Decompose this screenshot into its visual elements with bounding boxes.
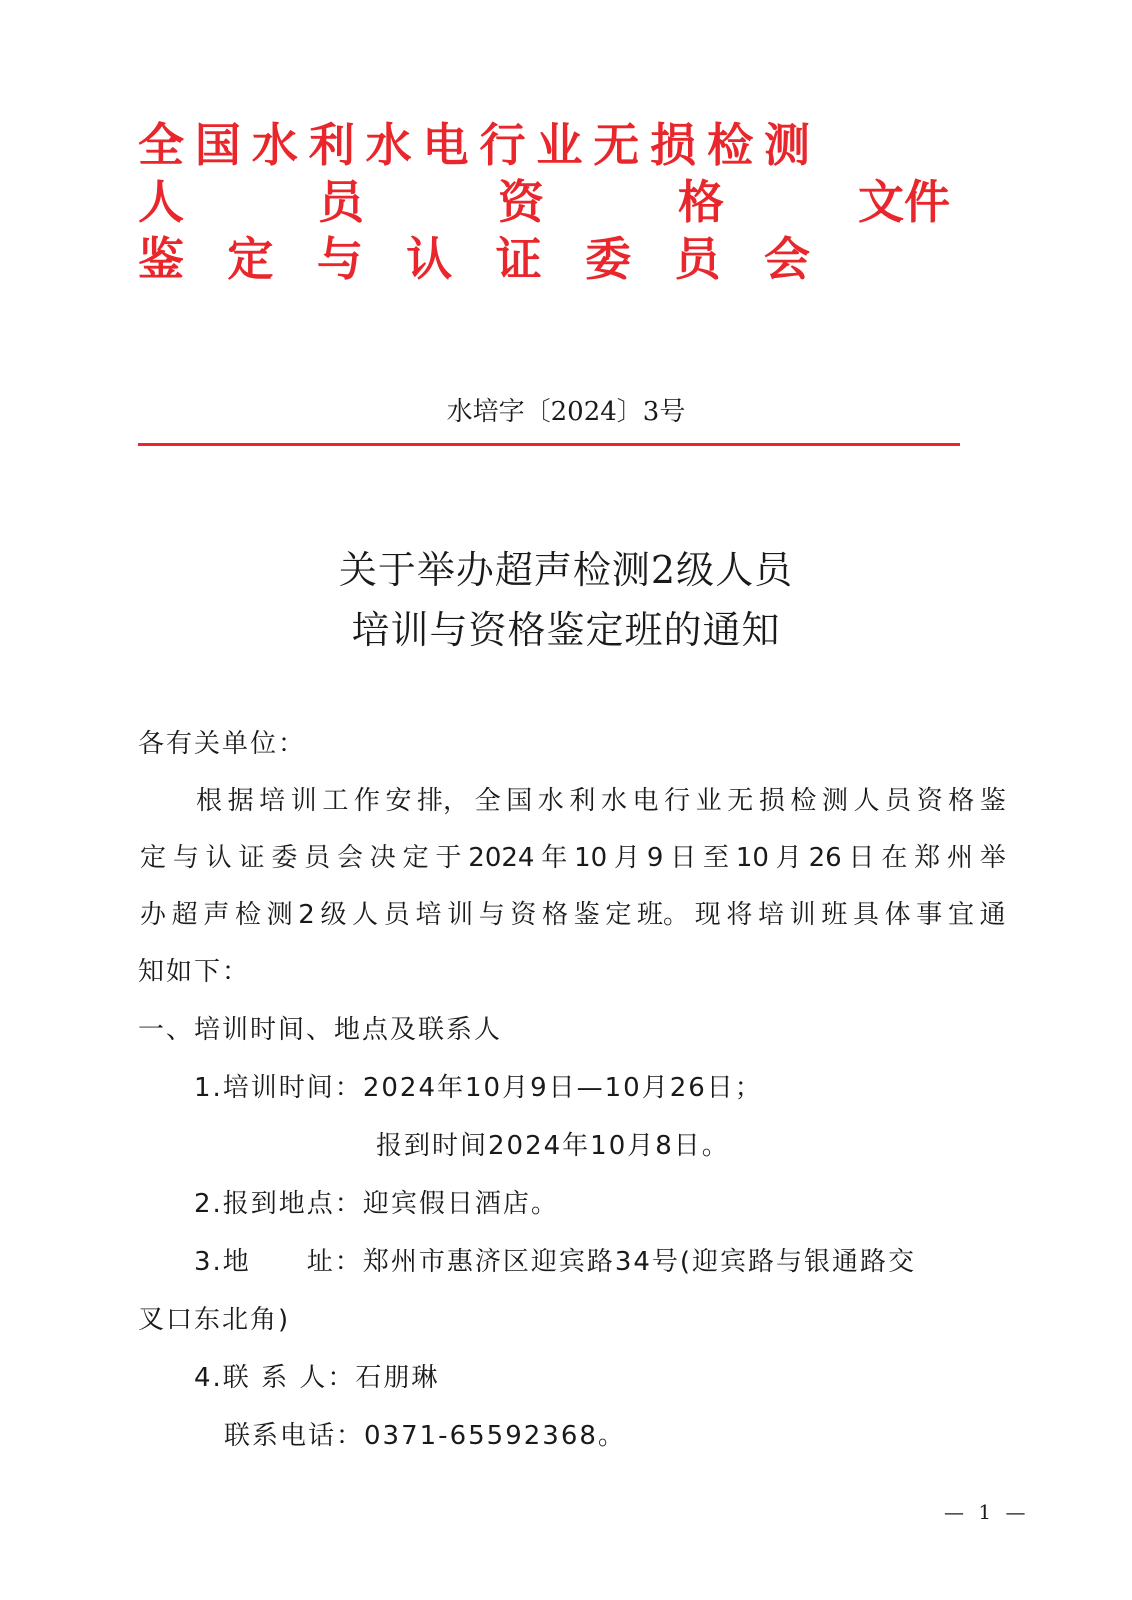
intro-token-10: 训 bbox=[447, 900, 474, 930]
intro-token-2: 培 bbox=[259, 786, 286, 816]
document-number: 水培字〔2024〕3号 bbox=[446, 397, 686, 427]
intro-token-6: 级 bbox=[320, 900, 347, 930]
letterhead-char-2: 与 bbox=[316, 232, 363, 286]
intro-token-16: 无 bbox=[727, 786, 754, 816]
notice-title-line-2: 培训与资格鉴定班的通知 bbox=[351, 608, 781, 652]
intro-token-8: 定 bbox=[402, 843, 429, 873]
intro-token-3: 证 bbox=[238, 843, 265, 873]
intro-token-21: 班 bbox=[821, 900, 848, 930]
intro-token-21: 在 bbox=[881, 843, 908, 873]
intro-token-4: 委 bbox=[271, 843, 298, 873]
intro-token-8: 员 bbox=[383, 900, 410, 930]
intro-token-16: 班。 bbox=[637, 900, 690, 930]
letterhead-char-2: 资 bbox=[498, 175, 544, 229]
intro-token-11: 利 bbox=[569, 786, 596, 816]
intro-line-3 bbox=[140, 900, 1010, 930]
intro-line-1 bbox=[140, 786, 1006, 816]
letterhead-char-1: 国 bbox=[194, 118, 241, 172]
intro-token-7: 决 bbox=[369, 843, 396, 873]
intro-line-4: 知如下： bbox=[138, 957, 251, 987]
contact-person-label: 4.联 系 人： bbox=[194, 1363, 356, 1393]
intro-token-23: 州 bbox=[946, 843, 973, 873]
address-row bbox=[194, 1247, 1064, 1277]
letterhead-char-9: 损 bbox=[650, 118, 697, 172]
intro-token-9: 国 bbox=[506, 786, 533, 816]
contact-phone-row bbox=[224, 1421, 1094, 1451]
salutation: 各有关单位： bbox=[138, 729, 307, 759]
letterhead-char-1: 员 bbox=[318, 175, 364, 229]
intro-token-13: 月 bbox=[614, 843, 641, 873]
training-time-label: 1.培训时间： bbox=[194, 1073, 363, 1103]
intro-token-26: 通 bbox=[979, 900, 1006, 930]
training-time-row bbox=[194, 1073, 1064, 1103]
intro-token-15: 业 bbox=[695, 786, 722, 816]
intro-token-19: 26 bbox=[808, 843, 842, 873]
intro-token-14: 鉴 bbox=[573, 900, 600, 930]
letterhead-char-0: 人 bbox=[138, 175, 184, 229]
letterhead-char-4: 证 bbox=[495, 232, 542, 286]
intro-token-0: 根 bbox=[196, 786, 223, 816]
letterhead-char-0: 鉴 bbox=[138, 232, 184, 286]
notice-title-line-1: 关于举办超声检测2级人员 bbox=[338, 548, 794, 592]
letterhead-char-7: 业 bbox=[536, 118, 583, 172]
intro-token-23: 体 bbox=[884, 900, 911, 930]
intro-token-24: 举 bbox=[979, 843, 1006, 873]
intro-token-1: 与 bbox=[172, 843, 199, 873]
intro-token-24: 鉴 bbox=[979, 786, 1006, 816]
letterhead-char-5: 委 bbox=[585, 232, 632, 286]
intro-token-11: 与 bbox=[478, 900, 505, 930]
intro-token-1: 超 bbox=[171, 900, 198, 930]
intro-token-19: 培 bbox=[758, 900, 785, 930]
letterhead-char-8: 无 bbox=[593, 118, 640, 172]
intro-token-9: 培 bbox=[415, 900, 442, 930]
letterhead-char-6: 行 bbox=[479, 118, 526, 172]
intro-token-15: 日 bbox=[670, 843, 697, 873]
intro-token-22: 具 bbox=[852, 900, 879, 930]
letterhead-char-7: 会 bbox=[763, 232, 810, 286]
intro-token-6: 会 bbox=[336, 843, 363, 873]
intro-token-20: 人 bbox=[853, 786, 880, 816]
letterhead-char-2: 水 bbox=[251, 118, 298, 172]
intro-token-6: 安 bbox=[385, 786, 412, 816]
intro-token-21: 员 bbox=[885, 786, 912, 816]
letterhead-char-0: 全 bbox=[138, 118, 184, 172]
intro-line-2 bbox=[140, 843, 1010, 873]
page-number: — 1 — bbox=[944, 1500, 1030, 1524]
letterhead-char-3: 认 bbox=[406, 232, 453, 286]
section-1-heading: 一、培训时间、地点及联系人 bbox=[138, 1015, 503, 1045]
intro-token-16: 至 bbox=[703, 843, 730, 873]
intro-token-5: 员 bbox=[304, 843, 331, 873]
intro-token-14: 9 bbox=[646, 843, 664, 873]
intro-token-13: 格 bbox=[542, 900, 569, 930]
letterhead-line-2 bbox=[138, 175, 950, 229]
intro-token-4: 工 bbox=[322, 786, 349, 816]
registration-location-row bbox=[194, 1189, 1064, 1219]
contact-person-row bbox=[194, 1363, 1064, 1393]
intro-token-17: 10 bbox=[735, 843, 769, 873]
registration-location-label: 2.报到地点： bbox=[194, 1189, 363, 1219]
intro-token-2: 认 bbox=[205, 843, 232, 873]
letterhead-char-5: 电 bbox=[422, 118, 469, 172]
intro-token-14: 行 bbox=[664, 786, 691, 816]
intro-token-3: 训 bbox=[290, 786, 317, 816]
letterhead-char-1: 定 bbox=[227, 232, 274, 286]
intro-token-10: 水 bbox=[537, 786, 564, 816]
intro-token-20: 训 bbox=[789, 900, 816, 930]
address-label: 3.地 址： bbox=[194, 1247, 363, 1277]
intro-token-24: 事 bbox=[916, 900, 943, 930]
intro-token-12: 资 bbox=[510, 900, 537, 930]
intro-token-18: 将 bbox=[726, 900, 753, 930]
intro-token-5: 2 bbox=[298, 900, 315, 930]
intro-token-10: 2024 bbox=[468, 843, 535, 873]
intro-token-8: 全 bbox=[474, 786, 501, 816]
letterhead-char-3: 利 bbox=[308, 118, 355, 172]
contact-phone-value: 0371-65592368。 bbox=[364, 1421, 626, 1451]
intro-token-20: 日 bbox=[848, 843, 875, 873]
intro-token-0: 办 bbox=[140, 900, 167, 930]
letterhead-char-10: 检 bbox=[707, 118, 754, 172]
intro-token-1: 据 bbox=[227, 786, 254, 816]
letterhead-line-1 bbox=[138, 118, 810, 172]
intro-token-18: 检 bbox=[790, 786, 817, 816]
contact-phone-label: 联系电话： bbox=[224, 1421, 365, 1451]
intro-token-5: 作 bbox=[353, 786, 380, 816]
letterhead-line-3 bbox=[138, 232, 810, 286]
intro-token-9: 于 bbox=[435, 843, 462, 873]
contact-person-value: 石朋琳 bbox=[355, 1363, 440, 1393]
intro-token-11: 年 bbox=[541, 843, 568, 873]
intro-token-2: 声 bbox=[203, 900, 230, 930]
intro-token-22: 资 bbox=[916, 786, 943, 816]
registration-time: 报到时间2024年10月8日。 bbox=[376, 1131, 730, 1161]
intro-token-13: 电 bbox=[632, 786, 659, 816]
training-time-value: 2024年10月9日—10月26日； bbox=[362, 1073, 763, 1103]
intro-token-7: 人 bbox=[352, 900, 379, 930]
letterhead-char-3: 格 bbox=[678, 175, 724, 229]
intro-token-7: 排， bbox=[417, 786, 470, 816]
intro-token-17: 现 bbox=[694, 900, 721, 930]
address-continued: 叉口东北角) bbox=[138, 1305, 291, 1335]
intro-token-23: 格 bbox=[948, 786, 975, 816]
intro-token-22: 郑 bbox=[914, 843, 941, 873]
intro-token-18: 月 bbox=[775, 843, 802, 873]
intro-token-19: 测 bbox=[821, 786, 848, 816]
intro-token-0: 定 bbox=[140, 843, 167, 873]
intro-token-4: 测 bbox=[266, 900, 293, 930]
address-value: 郑州市惠济区迎宾路34号(迎宾路与银通路交 bbox=[362, 1247, 917, 1277]
red-divider-line bbox=[138, 443, 960, 446]
letterhead-char-4: 文件 bbox=[858, 175, 950, 229]
intro-token-17: 损 bbox=[758, 786, 785, 816]
letterhead-char-4: 水 bbox=[365, 118, 412, 172]
letterhead-char-6: 员 bbox=[674, 232, 721, 286]
registration-location-value: 迎宾假日酒店。 bbox=[362, 1189, 559, 1219]
intro-token-12: 10 bbox=[574, 843, 608, 873]
letterhead-char-11: 测 bbox=[763, 118, 810, 172]
intro-token-3: 检 bbox=[234, 900, 261, 930]
intro-token-12: 水 bbox=[600, 786, 627, 816]
intro-token-15: 定 bbox=[605, 900, 632, 930]
intro-token-25: 宜 bbox=[947, 900, 974, 930]
